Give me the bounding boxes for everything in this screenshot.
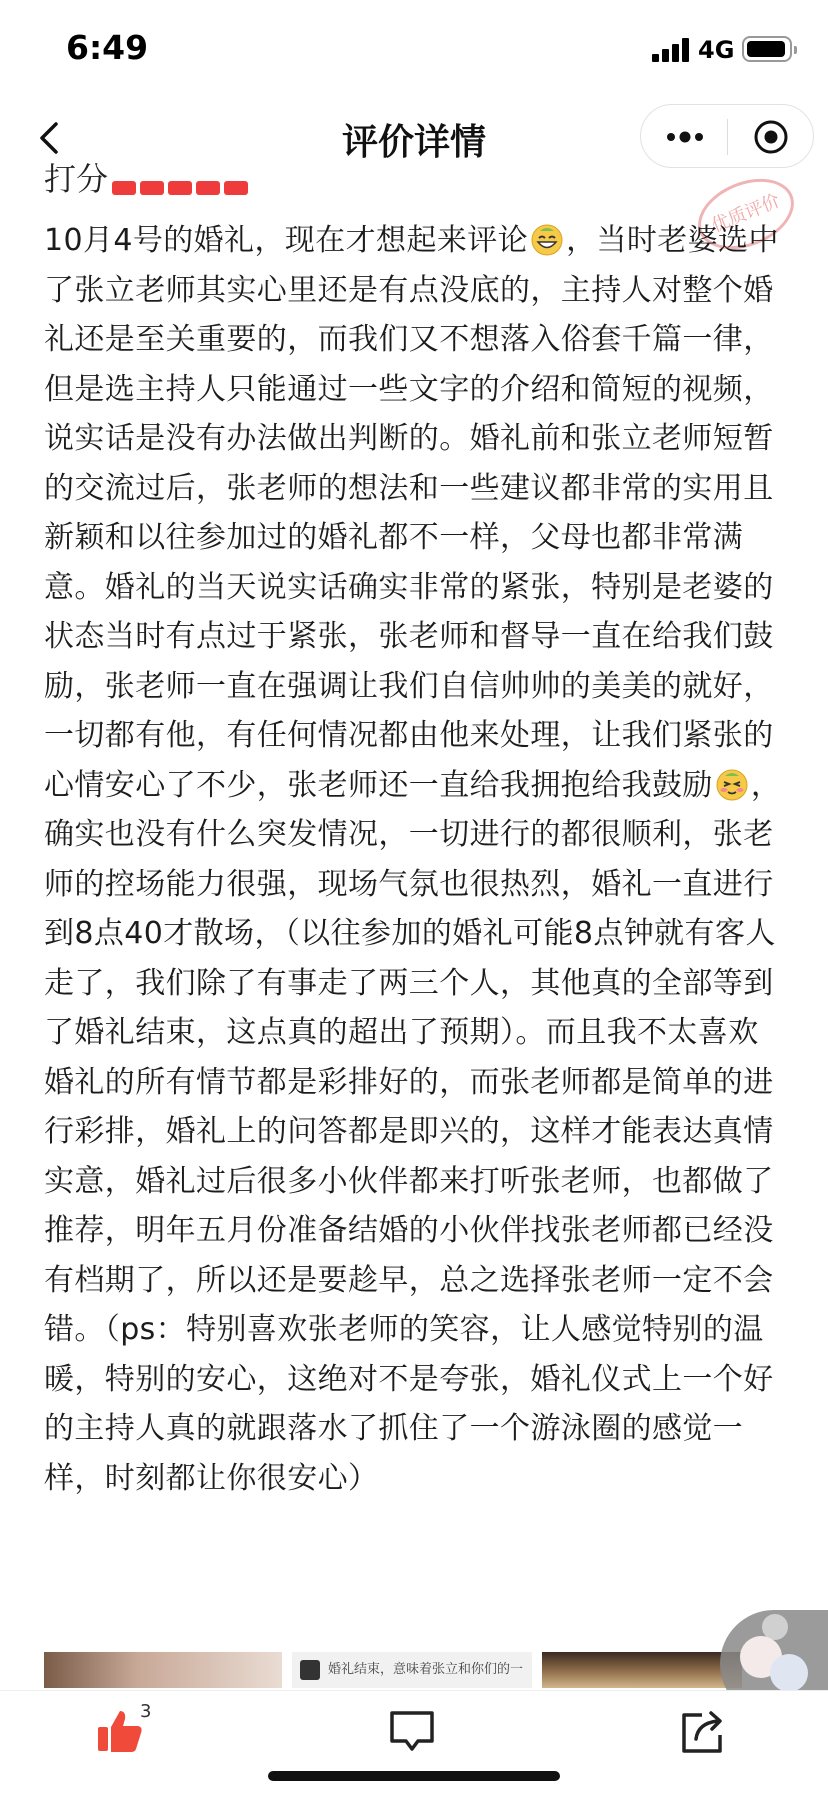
- network-label: 4G: [698, 36, 735, 64]
- nav-bar: [0, 100, 828, 176]
- mini-program-capsule: [640, 104, 814, 168]
- target-circle-icon[interactable]: [753, 119, 789, 155]
- review-photo[interactable]: [44, 1652, 282, 1688]
- review-photo[interactable]: [292, 1652, 532, 1688]
- status-time: 6:49: [66, 28, 149, 67]
- rating-label: 打分: [44, 160, 109, 198]
- shy-emoji-icon: [715, 767, 749, 801]
- review-text: [44, 216, 788, 1503]
- like-count: 3: [140, 1701, 152, 1722]
- bottom-action-bar: [0, 1690, 828, 1793]
- avatar[interactable]: [770, 1654, 808, 1692]
- page-title: 评价详情: [341, 122, 486, 163]
- review-text-part-2: ，当时老婆选中了张立老师其实心里还是有点没底的，主持人对整个婚礼还是至关重要的，而我们又不想落入俗套千篇一律，但是选主持人只能通过一些文字的介绍和简短的视频，说实话是没有办法做出判断的。婚礼前和张立老师短暂的交流过后，张老师的想法和一些建议都非常的实用且新颖和以往参加过的婚礼都不一样，父母也都非常满意。婚礼的当天说实话确实非常的紧张，特别是老婆的状态当时有点过于紧张，张老师和督导一直在给我们鼓励，张老师一直在强调让我们自信帅帅的美美的就好，一切都有他，有任何情况都由他来处理，让我们紧张的心情安心了不少，张老师还一直给我拥抱给我鼓励: [44, 223, 779, 803]
- photo-thumb-icon: [300, 1660, 320, 1680]
- signal-icon: [652, 38, 692, 62]
- capsule-divider: [727, 119, 728, 155]
- review-content[interactable]: [0, 160, 828, 1677]
- comment-icon[interactable]: [388, 1709, 436, 1755]
- share-icon[interactable]: [678, 1707, 728, 1757]
- more-dots-icon[interactable]: [665, 125, 705, 149]
- thumbs-up-icon[interactable]: [96, 1707, 144, 1755]
- home-indicator: [268, 1771, 560, 1781]
- photo-caption: 婚礼结束，意味着张立和你们的一: [328, 1662, 524, 1677]
- review-text-part-1: 10月4号的婚礼，现在才想起来评论: [44, 223, 529, 258]
- battery-icon: [742, 36, 792, 62]
- review-photo[interactable]: [542, 1652, 742, 1688]
- quality-review-seal: 优质评价: [688, 166, 805, 263]
- rating-row: [44, 154, 108, 200]
- status-bar: [0, 0, 828, 100]
- rating-stars: [112, 180, 254, 194]
- review-text-part-3: ，确实也没有什么突发情况，一切进行的都很顺利，张老师的控场能力很强，现场气氛也很热烈，婚礼一直进行到8点40才散场，（以往参加的婚礼可能8点钟就有客人走了，我们除了有事走了两三个人，其他真的全部等到了婚礼结束，这点真的超出了预期）。而且我不太喜欢婚礼的所有情节都是彩排好的，而张老师都是简单的进行彩排，婚礼上的问答都是即兴的，这样才能表达真情实意，婚礼过后很多小伙伴都来打听张老师，也都做了推荐，明年五月份准备结婚的小伙伴找张老师都已经没有档期了，所以还是要趁早，总之选择张老师一定不会错。（ps：特别喜欢张老师的笑容，让人感觉特别的温暖，特别的安心，这绝对不是夸张，婚礼仪式上一个好的主持人真的就跟落水了抓住了一个游泳圈的感觉一样，时刻都让你很安心）: [44, 767, 782, 1496]
- grin-emoji-icon: [530, 222, 564, 256]
